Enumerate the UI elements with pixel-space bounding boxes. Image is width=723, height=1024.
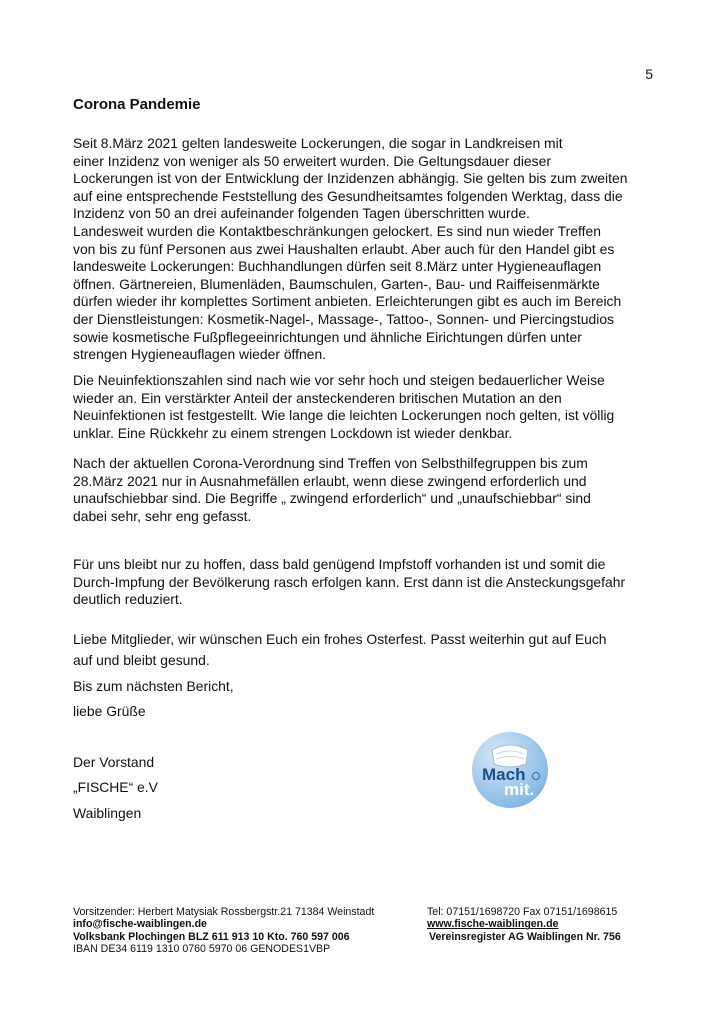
text-line: dabei sehr, sehr eng gefasst. xyxy=(73,507,252,524)
mach-mit-logo xyxy=(470,730,550,810)
text-line: Inzidenz von 50 an drei aufeinander folgenden Tagen überschritten wurde. xyxy=(73,205,530,222)
text-line: unklar. Eine Rückkehr zu einem strengen Lockdown ist wieder denkbar. xyxy=(73,424,513,441)
text-line: sowie kosmetische Fußpflegeeinrichtungen und ähnliche Eirichtungen dürfen unter xyxy=(73,328,582,345)
text-line: dürfen wieder ihr komplettes Sortiment anbieten. Erleichterungen gibt es auch im Bereich xyxy=(73,293,622,310)
footer-bank: Volksbank Plochingen BLZ 611 913 10 Kto. 760 597 006 xyxy=(73,930,350,943)
text-line: deutlich reduziert. xyxy=(73,591,183,608)
text-line: Neuinfektionen ist festgestellt. Wie lange die leichten Lockerungen noch gelten, ist völlig xyxy=(73,407,615,424)
text-line: Seit 8.März 2021 gelten landesweite Lockerungen, die sogar in Landkreisen mit xyxy=(73,135,563,151)
signature-board: Der Vorstand xyxy=(73,754,155,770)
paragraph-neuinfektionen xyxy=(73,372,653,442)
logo-word-mach: Mach xyxy=(482,765,526,784)
footer-phone-fax: Tel: 07151/1698720 Fax 07151/1698615 xyxy=(427,906,618,918)
footer-row xyxy=(73,943,653,955)
text-line: landesweite Lockerungen: Buchhandlungen dürfen seit 8.März unter Hygieneauflagen xyxy=(73,258,602,275)
footer-row xyxy=(73,931,653,943)
logo-word-mit: mit. xyxy=(504,780,535,799)
text-line: strengen Hygieneauflagen wieder öffnen. xyxy=(73,346,327,363)
signature-city: Waiblingen xyxy=(73,805,142,821)
text-line: 28.März 2021 nur in Ausnahmefällen erlaubt, wenn diese zwingend erforderlich und xyxy=(73,472,587,489)
text-line: von bis zu fünf Personen aus zwei Haushalten erlaubt. Aber auch für den Handel gibt es xyxy=(73,240,615,257)
text-line: wieder an. Ein verstärkter Anteil der ansteckenderen britischen Mutation an den xyxy=(73,389,562,406)
text-line: Die Neuinfektionszahlen sind nach wie vor sehr hoch und steigen bedauerlicher Weise xyxy=(73,372,605,388)
text-line: auf eine entsprechende Feststellung des Gesundheitsamtes folgenden Werktag, dass die xyxy=(73,187,623,204)
page-number: 5 xyxy=(645,66,653,82)
signature-club: „FISCHE“ e.V xyxy=(73,779,158,795)
paragraph-impfstoff xyxy=(73,556,653,609)
closing-greeting: liebe Grüße xyxy=(73,703,146,719)
text-line: der Dienstleistungen: Kosmetik-Nagel-, Massage-, Tattoo-, Sonnen- und Piercingstudios xyxy=(73,310,614,327)
footer-iban: IBAN DE34 6119 1310 0760 5970 06 GENODES1VBP xyxy=(73,943,331,956)
text-line: Für uns bleibt nur zu hoffen, dass bald genügend Impfstoff vorhanden ist und somit die xyxy=(73,556,606,572)
footer-row xyxy=(73,906,653,918)
text-line: Lockerungen ist von der Entwicklung der Inzidenzen abhängig. Sie gelten bis zum zweiten xyxy=(73,170,628,187)
closing-line: Liebe Mitglieder, wir wünschen Euch ein frohes Osterfest. Passt weiterhin gut auf Euch xyxy=(73,631,607,647)
text-line: unaufschiebbar sind. Die Begriffe „ zwingend erforderlich“ und „unaufschiebbar“ sind xyxy=(73,490,591,507)
closing-greeting: Bis zum nächsten Bericht, xyxy=(73,678,234,694)
footer-website[interactable]: www.fische-waiblingen.de xyxy=(427,918,559,931)
text-line: einer Inzidenz von weniger als 50 erweitert wurden. Die Geltungsdauer dieser xyxy=(73,152,551,169)
text-line: Nach der aktuellen Corona-Verordnung sind Treffen von Selbsthilfegruppen bis zum xyxy=(73,455,588,471)
text-line: öffnen. Gärtnereien, Blumenläden, Baumschulen, Garten-, Bau- und Raiffeisenmärkte xyxy=(73,275,600,292)
footer xyxy=(73,906,653,956)
closing-line: auf und bleibt gesund. xyxy=(73,652,210,668)
text-line: Durch-Impfung der Bevölkerung rasch erfolgen kann. Erst dann ist die Ansteckungsgefahr xyxy=(73,573,626,590)
footer-chairman: Vorsitzender: Herbert Matysiak Rossbergstr.21 71384 Weinstadt xyxy=(73,906,375,918)
footer-register: Vereinsregister AG Waiblingen Nr. 756 xyxy=(429,930,621,943)
footer-email[interactable]: info@fische-waiblingen.de xyxy=(73,918,207,931)
text-line: Landesweit wurden die Kontaktbeschränkungen gelockert. Es sind nun wieder Treffen xyxy=(73,222,601,239)
section-title: Corona Pandemie xyxy=(73,96,201,113)
footer-row xyxy=(73,918,653,930)
paragraph-verordnung xyxy=(73,455,653,525)
paragraph-lockerungen xyxy=(73,135,653,364)
